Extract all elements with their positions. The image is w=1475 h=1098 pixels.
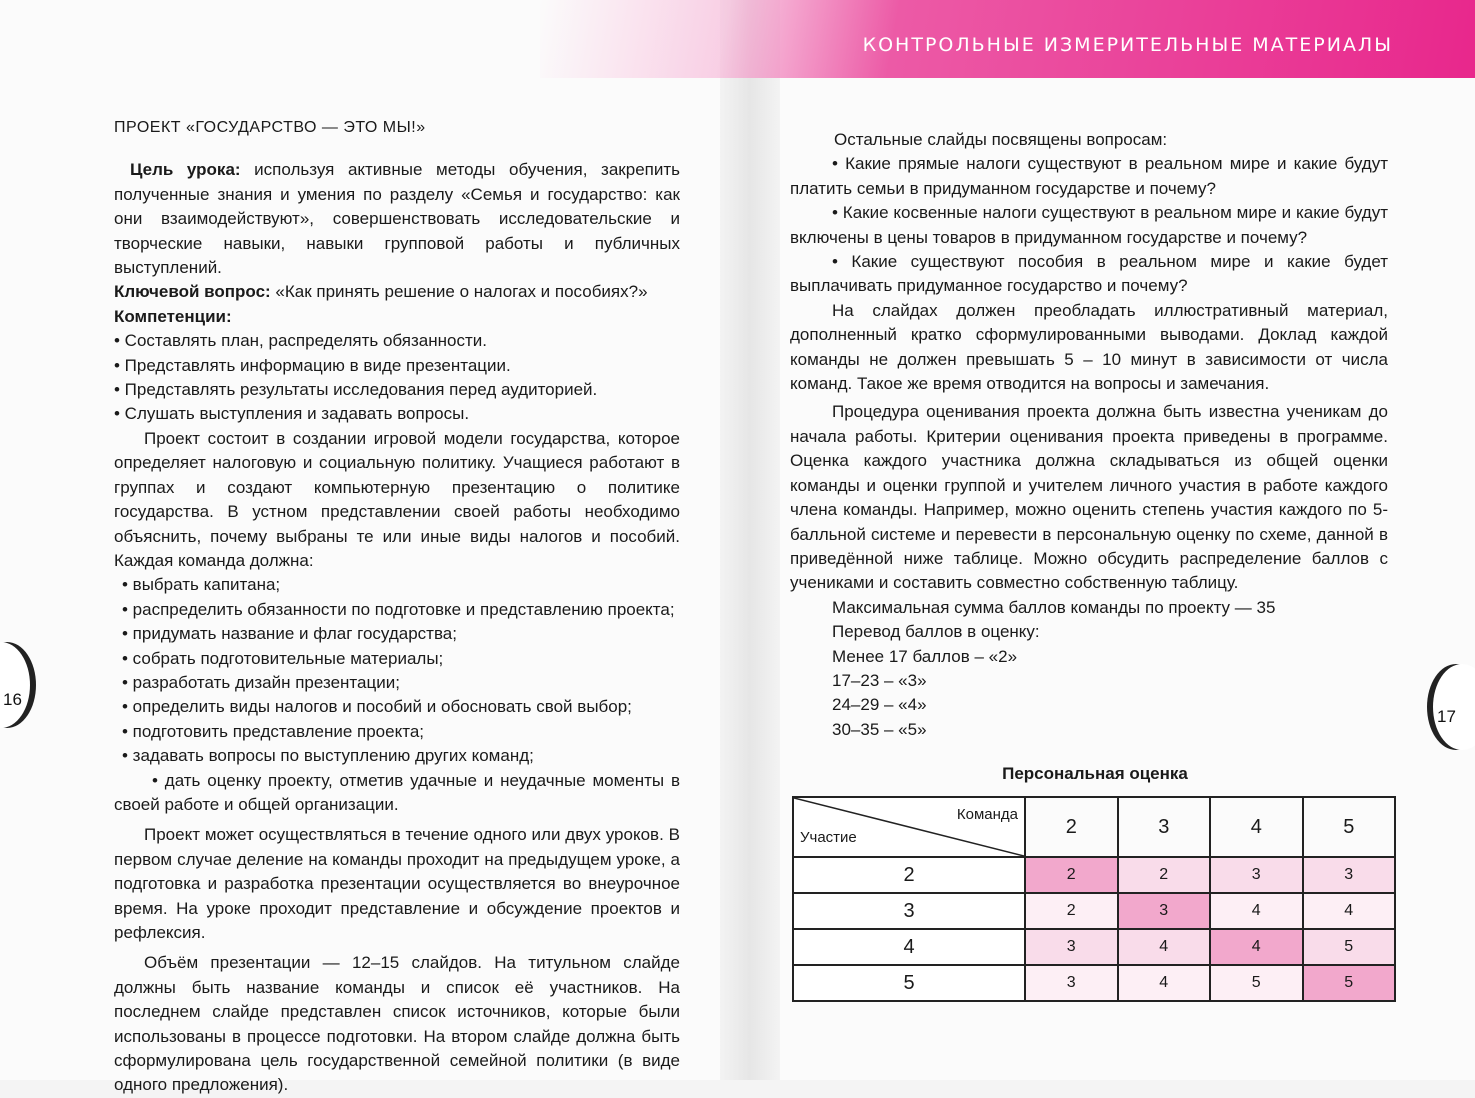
table-cell: 4 bbox=[1210, 893, 1303, 929]
table-row bbox=[793, 965, 1395, 1001]
task-item: • собрать подготовительные материалы; bbox=[122, 648, 444, 668]
conversion-item: 17–23 – «3» bbox=[832, 670, 927, 690]
evaluation-paragraph: Процедура оценивания проекта должна быть известна ученикам до начала работы. Критерии оценивания проекта приведены в программе. Оценка каждого участника должна складываться из общей оценки команды и оценки группой и учителем личного участия в работе каждого члена команды. Например, можно оценить степень участия каждого по 5-балльной системе и перевести в персональную оценку по схеме, данной в приведённой ниже таблице. Можно обсудить распределение баллов с учениками и составить совместно собственную таблицу. bbox=[790, 402, 1388, 593]
page-number-right: 17 bbox=[1437, 707, 1456, 726]
table-cell: 4 bbox=[1303, 893, 1396, 929]
table-corner-cell bbox=[793, 797, 1025, 857]
table-cell-highlight: 4 bbox=[1210, 929, 1303, 965]
question-item: • Какие существуют пособия в реальном мире и какие будет выплачивать придуманное государство и почему? bbox=[790, 252, 1388, 296]
table-cell: 5 bbox=[1303, 929, 1396, 965]
table-cell: 5 bbox=[1210, 965, 1303, 1001]
table-cell: 2 bbox=[1025, 893, 1118, 929]
slides-intro: Остальные слайды посвящены вопросам: bbox=[834, 130, 1168, 149]
table-cell-highlight: 2 bbox=[1025, 857, 1118, 893]
table-row bbox=[793, 857, 1395, 893]
conversion-item: 30–35 – «5» bbox=[832, 719, 927, 739]
page-tab-left bbox=[0, 642, 30, 728]
key-question-text: «Как принять решение о налогах и пособиях?» bbox=[270, 282, 648, 302]
task-item: • выбрать капитана; bbox=[122, 575, 281, 595]
column-header: 4 bbox=[1210, 797, 1303, 857]
project-description: Проект состоит в создании игровой модели государства, которое определяет налоговую и социальную политику. Учащиеся работают в группах и создают компьютерную презентацию о политике государства. В устном представлении своей работы необходимо объяснить, почему выбраны те или иные виды налогов и пособий. Каждая команда должна: bbox=[114, 428, 680, 570]
task-item: • разработать дизайн презентации; bbox=[122, 672, 400, 692]
question-item: • Какие косвенные налоги существуют в реальном мире и какие будут включены в цены товаров в придуманном государстве и почему? bbox=[790, 203, 1388, 247]
task-item: • придумать название и флаг государства; bbox=[122, 624, 457, 644]
table-cell: 3 bbox=[1210, 857, 1303, 893]
table-cell-highlight: 3 bbox=[1118, 893, 1211, 929]
personal-grade-table bbox=[792, 796, 1396, 1002]
table-cell: 3 bbox=[1303, 857, 1396, 893]
task-item-last: • дать оценку проекту, отметив удачные и неудачные моменты в своей работе и общей организации. bbox=[114, 770, 680, 814]
table-cell: 2 bbox=[1118, 857, 1211, 893]
corner-label-team: Команда bbox=[956, 806, 1018, 823]
goal-label: Цель урока: bbox=[130, 160, 241, 180]
key-question-label: Ключевой вопрос: bbox=[114, 282, 271, 302]
key-question bbox=[114, 280, 680, 304]
table-row bbox=[793, 929, 1395, 965]
question-item: • Какие прямые налоги существуют в реальном мире и какие будут платить семьи в придуманном государстве и почему? bbox=[790, 154, 1388, 198]
corner-label-participation: Участие bbox=[800, 829, 857, 846]
project-title: ПРОЕКТ «ГОСУДАРСТВО — ЭТО МЫ!» bbox=[114, 119, 426, 136]
goal-text: используя активные методы обучения, закрепить полученные знания и умения по разделу «Семья и государство: как они взаимодействуют», совершенствовать исследовательские и творческие навыки, навыки групповой работы и публичных выступлений. bbox=[114, 160, 680, 278]
table-cell: 4 bbox=[1118, 965, 1211, 1001]
task-item: • распределить обязанности по подготовке и представлению проекта; bbox=[122, 599, 675, 619]
header-banner bbox=[540, 0, 1475, 78]
table-cell: 4 bbox=[1118, 929, 1211, 965]
goal-paragraph bbox=[114, 158, 680, 280]
table-cell-highlight: 5 bbox=[1303, 965, 1396, 1001]
left-page-text bbox=[114, 116, 680, 1098]
column-header: 2 bbox=[1025, 797, 1118, 857]
table-cell: 3 bbox=[1025, 965, 1118, 1001]
competences-label: Компетенции: bbox=[114, 306, 232, 326]
table-title: Персональная оценка bbox=[1002, 764, 1188, 783]
lessons-paragraph: Проект может осуществляться в течение одного или двух уроков. В первом случае деление на команды проходит на предыдущем уроке, а подготовка и разработка презентации осуществляется во внеурочное время. На уроке проходит представление и обсуждение проектов и рефлексия. bbox=[114, 825, 680, 942]
task-item: • подготовить представление проекта; bbox=[122, 721, 424, 741]
task-item: • задавать вопросы по выступлению других команд; bbox=[122, 746, 534, 766]
table-row bbox=[793, 893, 1395, 929]
row-header: 5 bbox=[793, 965, 1025, 1001]
table-header-row bbox=[793, 797, 1395, 857]
presentation-paragraph: Объём презентации — 12–15 слайдов. На титульном слайде должны быть название команды и список её участников. На последнем слайде представлен список источников, которые были использованы в процессе подготовки. На втором слайде должна быть сформулирована цель государственной семейной политики (в виде одного предложения). bbox=[114, 953, 680, 1095]
row-header: 3 bbox=[793, 893, 1025, 929]
book-gutter bbox=[720, 0, 780, 1080]
page-number-left: 16 bbox=[3, 690, 22, 709]
conversion-item: 24–29 – «4» bbox=[832, 695, 927, 715]
conversion-item: Менее 17 баллов – «2» bbox=[832, 646, 1018, 666]
competence-item: • Представлять результаты исследования перед аудиторией. bbox=[114, 380, 598, 400]
row-header: 4 bbox=[793, 929, 1025, 965]
row-header: 2 bbox=[793, 857, 1025, 893]
section-title: КОНТРОЛЬНЫЕ ИЗМЕРИТЕЛЬНЫЕ МАТЕРИАЛЫ bbox=[862, 34, 1393, 56]
column-header: 3 bbox=[1118, 797, 1211, 857]
table-cell: 3 bbox=[1025, 929, 1118, 965]
column-header: 5 bbox=[1303, 797, 1396, 857]
competence-item: • Представлять информацию в виде презентации. bbox=[114, 355, 511, 375]
task-item: • определить виды налогов и пособий и обосновать свой выбор; bbox=[122, 697, 632, 717]
competence-item: • Слушать выступления и задавать вопросы. bbox=[114, 404, 470, 424]
competence-item: • Составлять план, распределять обязанности. bbox=[114, 331, 487, 351]
conversion-label: Перевод баллов в оценку: bbox=[832, 622, 1040, 642]
slides-content-paragraph: На слайдах должен преобладать иллюстративный материал, дополненный кратко сформулированными выводами. Доклад каждой команды не должен превышать 5 – 10 минут в зависимости от числа команд. Такое же время отводится на вопросы и замечания. bbox=[790, 300, 1388, 394]
max-score: Максимальная сумма баллов команды по проекту — 35 bbox=[832, 597, 1276, 617]
right-page-text bbox=[790, 128, 1388, 742]
